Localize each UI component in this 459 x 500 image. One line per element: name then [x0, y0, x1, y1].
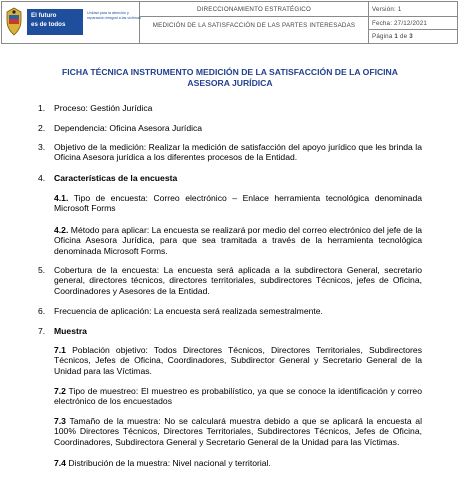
subitem-text: Tamaño de la muestra: No se calculará muestra debido a que se aplicará la encuesta al 100% Directores Técnicos, Directores Territoriales, Subdirectores Técnicos, Jefes de Oficina, Coordinadores, Subdirectora General y Secretario General de la Unidad para las Víctimas. [54, 416, 422, 447]
item-number: 6. [38, 306, 46, 316]
item-text: Frecuencia de aplicación: La encuesta será realizada semestralmente. [54, 306, 323, 316]
item-number: 7. [38, 326, 46, 336]
subitem [54, 416, 422, 447]
item-text: Objetivo de la medición: Realizar la medición de satisfacción del apoyo jurídico que les brinda la Oficina Asesora jurídica a los diferentes procesos de la Entidad. [54, 142, 422, 163]
subitem [54, 458, 422, 468]
page-prefix: Página [372, 33, 393, 40]
item-number: 2. [38, 123, 46, 133]
subitem-number: 7.2 [54, 386, 66, 396]
subitem [54, 193, 422, 214]
document-title: FICHA TÉCNICA INSTRUMENTO MEDICIÓN DE LA SATISFACCIÓN DE LA OFICINA ASESORA JURÍDICA [62, 67, 398, 88]
item-number: 3. [38, 142, 46, 152]
section-heading: Muestra [54, 326, 87, 336]
subitem [54, 345, 422, 376]
subitem-text: Distribución de la muestra: Nivel nacional y territorial. [68, 458, 271, 468]
version-label: Versión: 1 [372, 6, 402, 13]
subitem-text: Tipo de encuesta: Correo electrónico – Enlace herramienta tecnológica denominada Microsoft Forms [54, 193, 423, 214]
page-indicator [372, 33, 413, 40]
subitem-number: 7.3 [54, 416, 66, 426]
entity-logo [5, 5, 141, 41]
entity-name: Unidad para la atención y reparación integral a las víctimas [87, 11, 141, 20]
item-number: 4. [38, 173, 46, 183]
subitem [54, 386, 422, 407]
slogan-line-2: es de todos [31, 21, 66, 28]
item-number: 5. [38, 265, 46, 275]
item-text: Proceso: Gestión Jurídica [54, 103, 153, 113]
subitem-text: Población objetivo: Todos Directores Técnicos, Directores Territoriales, Subdirectores Técnicos, Jefes de Oficina, Coordinadores, Subdirector General y Secretario General de la Unidad para las Víctimas. [54, 345, 422, 376]
slogan-box [27, 9, 83, 35]
page-current: 1 [394, 33, 399, 40]
subitem-number: 4.1. [54, 193, 69, 203]
document-name: MEDICIÓN DE LA SATISFACCIÓN DE LAS PARTES INTERESADAS [152, 22, 356, 29]
subitem-number: 7.4 [54, 458, 66, 468]
department-label: DIRECCIONAMIENTO ESTRATÉGICO [196, 6, 311, 13]
slogan-line-1: El futuro [31, 12, 57, 19]
document-header [1, 1, 458, 44]
subitem-number: 4.2. [54, 225, 69, 235]
item-text: Dependencia: Oficina Asesora Jurídica [54, 123, 203, 133]
date-label: Fecha: 27/12/2021 [372, 20, 428, 27]
section-heading: Características de la encuesta [54, 173, 178, 183]
coat-of-arms-icon [5, 7, 23, 37]
subitem-number: 7.1 [54, 345, 66, 355]
item-number: 1. [38, 103, 46, 113]
subitem-text: Método para aplicar: La encuesta se realizará por medio del correo electrónico del jefe de la Oficina Asesora Jurídica, para que sea tramitada a través de la herramienta tecnológica denominada Microsoft Forms. [54, 225, 423, 256]
item-text: Cobertura de la encuesta: La encuesta será aplicada a la subdirectora General, secretario general, directores técnicos, directores territoriales, subdirectores Técnicos, jefes de Oficina, Coordinadores y Asesores de la Entidad. [54, 265, 422, 296]
page-sep: de [399, 33, 408, 40]
page-total: 3 [409, 33, 413, 40]
subitem [54, 225, 422, 256]
subitem-text: Tipo de muestreo: El muestreo es probabilístico, ya que se conoce la identificación y correo electrónico de los encuestados [54, 386, 422, 407]
